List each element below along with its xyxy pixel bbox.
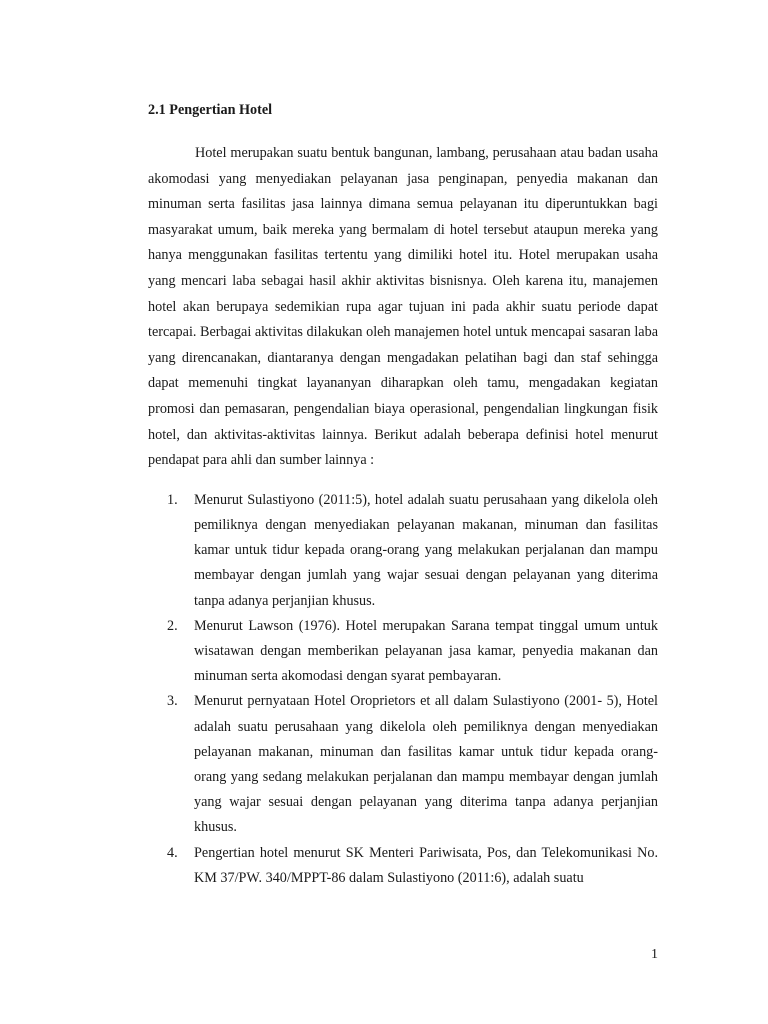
- list-item-number: 1.: [167, 491, 178, 508]
- page-content: [148, 100, 658, 891]
- body-paragraph: Hotel merupakan suatu bentuk bangunan, lambang, perusahaan atau badan usaha akomodasi yang menyediakan pelayanan jasa penginapan, penyedia makanan dan minuman serta fasilitas jasa lainnya dimana semua pelayanan itu diperuntukkan bagi masyarakat umum, baik mereka yang bermalam di hotel tersebut ataupun mereka yang hanya menggunakan fasilitas tertentu yang dimiliki hotel itu. Hotel merupakan usaha yang mencari laba sebagai hasil akhir aktivitas bisnisnya. Oleh karena itu, manajemen hotel akan berupaya sedemikian rupa agar tujuan ini pada akhir suatu periode dapat tercapai. Berbagai aktivitas dilakukan oleh manajemen hotel untuk mencapai sasaran laba yang direncanakan, diantaranya dengan mengadakan pelatihan bagi dan staf sehingga dapat memenuhi tingkat layananyan diharapkan oleh tamu, mengadakan kegiatan promosi dan pemasaran, pengendalian biaya operasional, pengendalian lingkungan fisik hotel, dan aktivitas-aktivitas lainnya. Berikut adalah beberapa definisi hotel menurut pendapat para ahli dan sumber lainnya :: [148, 145, 658, 469]
- list-item-number: 2.: [167, 617, 178, 634]
- list-item-text: Menurut Lawson (1976). Hotel merupakan Sarana tempat tinggal umum untuk wisatawan dengan memberikan pelayanan jasa kamar, penyedia makanan dan minuman serta akomodasi dengan syarat pembayaran.: [194, 617, 658, 685]
- definition-list: [148, 488, 658, 891]
- list-item: [148, 614, 658, 690]
- list-item: [148, 841, 658, 891]
- list-item-number: 4.: [167, 844, 178, 861]
- list-item-text: Menurut pernyataan Hotel Oroprietors et all dalam Sulastiyono (2001- 5), Hotel adalah suatu perusahaan yang dikelola oleh pemiliknya dengan menyediakan pelayanan makanan, minuman dan fasilitas kamar untuk tidur kepada orang-orang yang sedang melakukan perjalanan dan mampu membayar dengan jumlah yang wajar sesuai dengan pelayanan yang diterima tanpa adanya perjanjian khusus.: [194, 693, 658, 836]
- page-number: 1: [651, 947, 658, 962]
- list-item: [148, 488, 658, 614]
- list-item-number: 3.: [167, 693, 178, 710]
- list-item: [148, 689, 658, 840]
- list-item-text: Menurut Sulastiyono (2011:5), hotel adalah suatu perusahaan yang dikelola oleh pemiliknya dengan menyediakan pelayanan makanan, minuman dan fasilitas kamar untuk tidur kepada orang-orang yang melakukan perjalanan dan mampu membayar dengan jumlah yang wajar sesuai dengan pelayanan yang diterima tanpa adanya perjanjian khusus.: [194, 491, 658, 609]
- section-heading: 2.1 Pengertian Hotel: [148, 102, 273, 118]
- list-item-text: Pengertian hotel menurut SK Menteri Pariwisata, Pos, dan Telekomunikasi No. KM 37/PW. 340/MPPT-86 dalam Sulastiyono (2011:6), adalah suatu: [194, 844, 658, 886]
